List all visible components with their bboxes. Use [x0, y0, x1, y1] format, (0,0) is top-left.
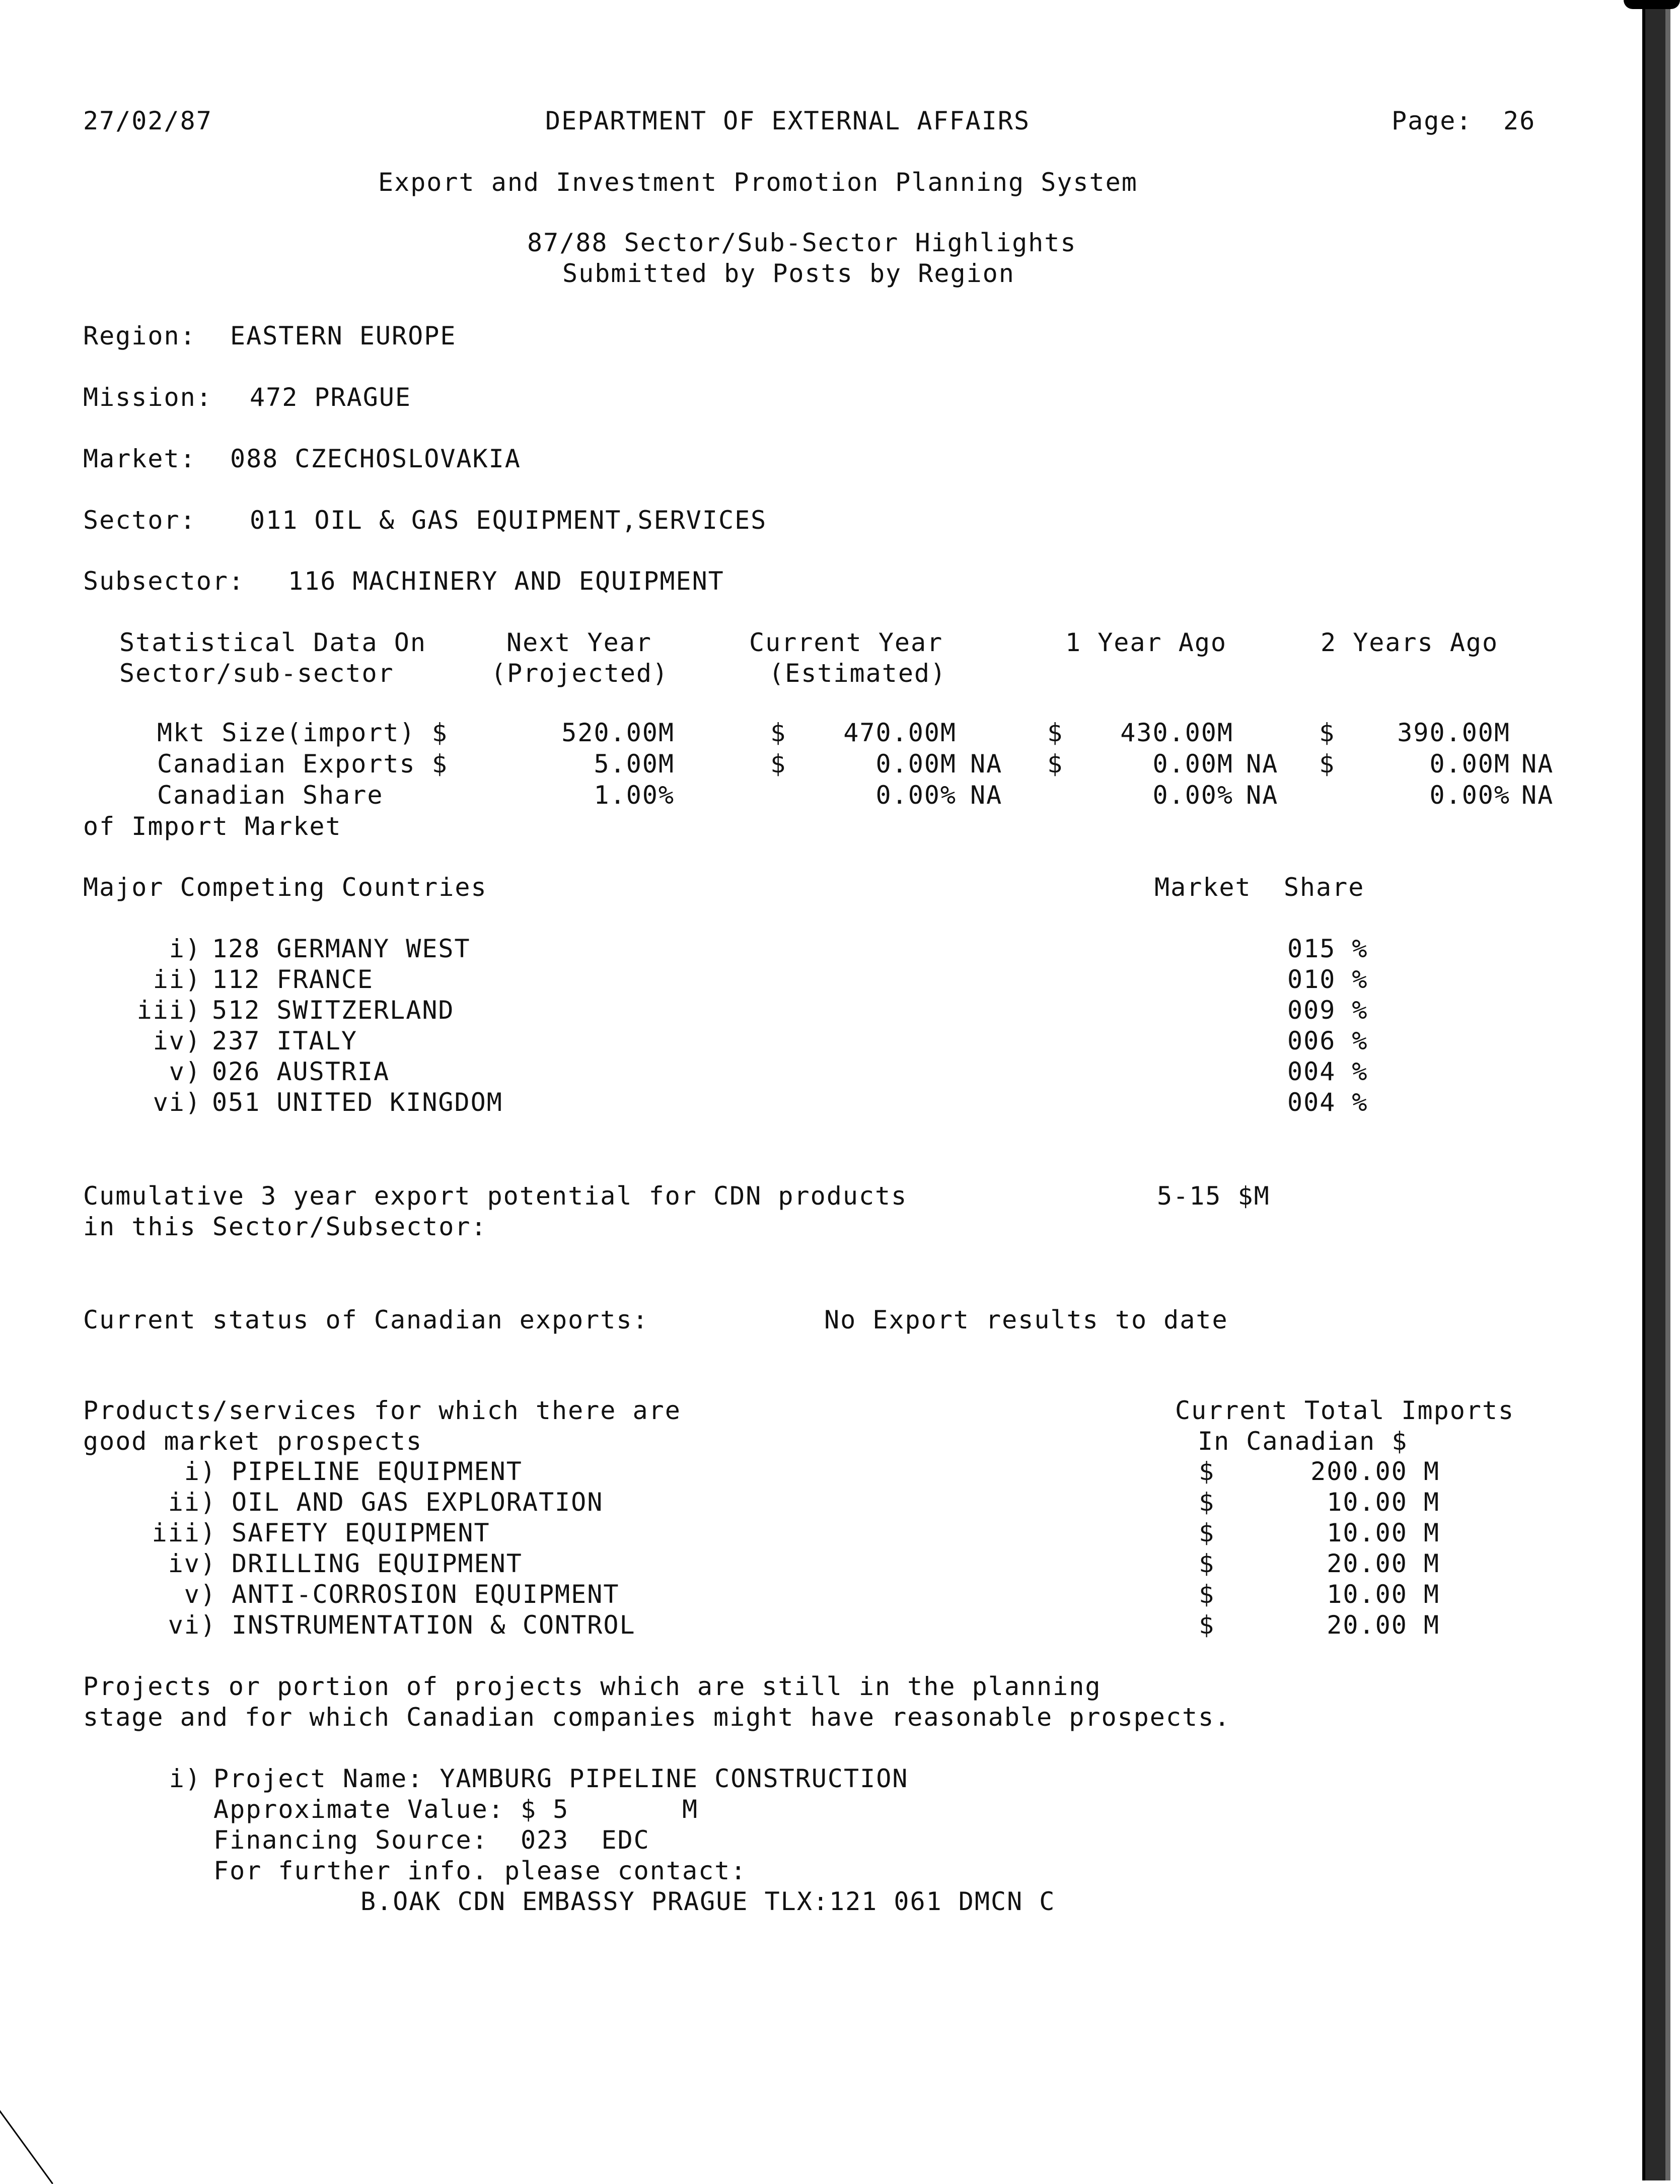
competitor-share: 004 %	[1287, 1057, 1368, 1086]
stats-next-year-value: 1.00%	[594, 781, 675, 810]
competitor-country: 512 SWITZERLAND	[212, 996, 455, 1025]
potential-value: 5-15 $M	[1157, 1181, 1270, 1211]
stats-currency: $	[1319, 718, 1336, 747]
competitor-share: 015 %	[1287, 934, 1368, 963]
imports-heading-2: In Canadian $	[1198, 1427, 1408, 1456]
product-currency: $	[1199, 1549, 1215, 1578]
stats-na: NA	[1246, 781, 1279, 810]
page-label: Page:	[1392, 106, 1473, 135]
competitor-country: 237 ITALY	[212, 1026, 357, 1055]
mission-label: Mission:	[83, 383, 212, 412]
product-name: INSTRUMENTATION & CONTROL	[232, 1610, 636, 1640]
product-name: SAFETY EQUIPMENT	[232, 1518, 490, 1547]
product-import-value: 10.00 M	[1327, 1580, 1440, 1609]
stats-currency: $	[1047, 749, 1064, 779]
potential-line-1: Cumulative 3 year export potential for CDN products	[83, 1181, 908, 1211]
stats-current-year-value: 0.00%	[875, 781, 957, 810]
product-name: ANTI-CORROSION EQUIPMENT	[232, 1580, 620, 1609]
product-import-value: 10.00 M	[1327, 1488, 1440, 1517]
stats-header-current-year: Current Year	[749, 628, 943, 657]
product-currency: $	[1199, 1518, 1215, 1547]
subsector-value: 116 MACHINERY AND EQUIPMENT	[288, 567, 724, 596]
product-number: iii)	[152, 1518, 216, 1547]
stats-header-estimated: (Estimated)	[769, 659, 947, 688]
stats-header-2-years-ago: 2 Years Ago	[1321, 628, 1499, 657]
binding-clip	[1624, 0, 1680, 9]
subsector-label: Subsector:	[83, 567, 245, 596]
competitors-heading: Major Competing Countries	[83, 873, 487, 902]
competitor-number: iv)	[153, 1026, 201, 1055]
sector-label: Sector:	[83, 506, 196, 535]
project-number: i)	[169, 1764, 201, 1793]
product-currency: $	[1199, 1457, 1215, 1486]
competitor-country: 051 UNITED KINGDOM	[212, 1088, 503, 1117]
imports-heading-1: Current Total Imports	[1175, 1396, 1515, 1425]
product-import-value: 200.00 M	[1310, 1457, 1440, 1486]
stats-header-1-year-ago: 1 Year Ago	[1065, 628, 1227, 657]
competitor-number: iii)	[136, 996, 201, 1025]
stats-na: NA	[1521, 749, 1554, 779]
product-number: iv)	[168, 1549, 216, 1578]
stats-na: NA	[1246, 749, 1279, 779]
page-number: 26	[1503, 106, 1536, 135]
market-share-heading: Market Share	[1154, 873, 1365, 902]
stats-header-label: Statistical Data On	[119, 628, 426, 657]
projects-intro-1: Projects or portion of projects which are still in the planning	[83, 1672, 1102, 1701]
region-label: Region:	[83, 321, 196, 350]
stats-current-year-value: 0.00M	[875, 749, 957, 779]
stats-currency: $	[770, 718, 787, 747]
competitor-share: 004 %	[1287, 1088, 1368, 1117]
products-heading-2: good market prospects	[83, 1427, 423, 1456]
projects-intro-2: stage and for which Canadian companies might have reasonable prospects.	[83, 1703, 1231, 1732]
stats-next-year-value: 5.00M	[594, 749, 675, 779]
stats-row-label: Canadian Share	[157, 781, 384, 810]
competitor-share: 009 %	[1287, 996, 1368, 1025]
stats-header-next-year: Next Year	[506, 628, 652, 657]
project-financing: Financing Source: 023 EDC	[213, 1825, 650, 1855]
product-name: PIPELINE EQUIPMENT	[232, 1457, 523, 1486]
stats-na: NA	[1521, 781, 1554, 810]
competitor-number: v)	[169, 1057, 201, 1086]
scan-mark-line	[0, 2110, 53, 2184]
competitor-number: ii)	[153, 965, 201, 994]
product-import-value: 10.00 M	[1327, 1518, 1440, 1547]
market-value: 088 CZECHOSLOVAKIA	[230, 444, 521, 473]
product-currency: $	[1199, 1610, 1215, 1640]
product-number: vi)	[168, 1610, 216, 1640]
competitor-country: 026 AUSTRIA	[212, 1057, 390, 1086]
project-name: Project Name: YAMBURG PIPELINE CONSTRUCTION	[213, 1764, 909, 1793]
product-name: DRILLING EQUIPMENT	[232, 1549, 523, 1578]
project-contact: B.OAK CDN EMBASSY PRAGUE TLX:121 061 DMCN C	[360, 1887, 1056, 1916]
competitor-number: vi)	[153, 1088, 201, 1117]
sector-value: 011 OIL & GAS EQUIPMENT,SERVICES	[250, 506, 767, 535]
mission-value: 472 PRAGUE	[250, 383, 412, 412]
stats-2-years-ago-value: 0.00%	[1429, 781, 1510, 810]
stats-2-years-ago-value: 390.00M	[1397, 718, 1510, 747]
potential-line-2: in this Sector/Subsector:	[83, 1212, 487, 1241]
stats-na: NA	[970, 781, 1003, 810]
stats-header-label-2: Sector/sub-sector	[119, 659, 394, 688]
stats-row-label: Mkt Size(import) $	[157, 718, 448, 747]
product-number: i)	[184, 1457, 216, 1486]
stats-currency: $	[770, 749, 787, 779]
competitor-country: 128 GERMANY WEST	[212, 934, 471, 963]
stats-currency: $	[1319, 749, 1336, 779]
market-label: Market:	[83, 444, 196, 473]
stats-currency: $	[1047, 718, 1064, 747]
stats-header-projected: (Projected)	[491, 659, 669, 688]
stats-row-label: Canadian Exports $	[157, 749, 448, 779]
stats-footnote: of Import Market	[83, 812, 342, 841]
product-import-value: 20.00 M	[1327, 1549, 1440, 1578]
product-currency: $	[1199, 1488, 1215, 1517]
competitor-number: i)	[169, 934, 201, 963]
product-number: v)	[184, 1580, 216, 1609]
product-currency: $	[1199, 1580, 1215, 1609]
product-name: OIL AND GAS EXPLORATION	[232, 1488, 604, 1517]
stats-next-year-value: 520.00M	[561, 718, 675, 747]
report-subtitle: Submitted by Posts by Region	[562, 259, 1015, 288]
stats-na: NA	[970, 749, 1003, 779]
stats-1-year-ago-value: 430.00M	[1120, 718, 1233, 747]
department-name: DEPARTMENT OF EXTERNAL AFFAIRS	[545, 106, 1031, 135]
status-value: No Export results to date	[824, 1305, 1228, 1334]
system-title: Export and Investment Promotion Planning System	[378, 168, 1138, 197]
stats-current-year-value: 470.00M	[843, 718, 957, 747]
stats-1-year-ago-value: 0.00%	[1152, 781, 1233, 810]
report-date: 27/02/87	[83, 106, 212, 135]
status-label: Current status of Canadian exports:	[83, 1305, 649, 1334]
competitor-share: 010 %	[1287, 965, 1368, 994]
product-import-value: 20.00 M	[1327, 1610, 1440, 1640]
report-title: 87/88 Sector/Sub-Sector Highlights	[527, 228, 1077, 257]
region-value: EASTERN EUROPE	[230, 321, 457, 350]
competitor-country: 112 FRANCE	[212, 965, 374, 994]
stats-1-year-ago-value: 0.00M	[1152, 749, 1233, 779]
product-number: ii)	[168, 1488, 216, 1517]
stats-2-years-ago-value: 0.00M	[1429, 749, 1510, 779]
project-contact-label: For further info. please contact:	[213, 1856, 747, 1885]
competitor-share: 006 %	[1287, 1026, 1368, 1055]
project-value: Approximate Value: $ 5 M	[213, 1795, 699, 1824]
products-heading-1: Products/services for which there are	[83, 1396, 681, 1425]
page-binding-edge	[1642, 0, 1670, 2180]
